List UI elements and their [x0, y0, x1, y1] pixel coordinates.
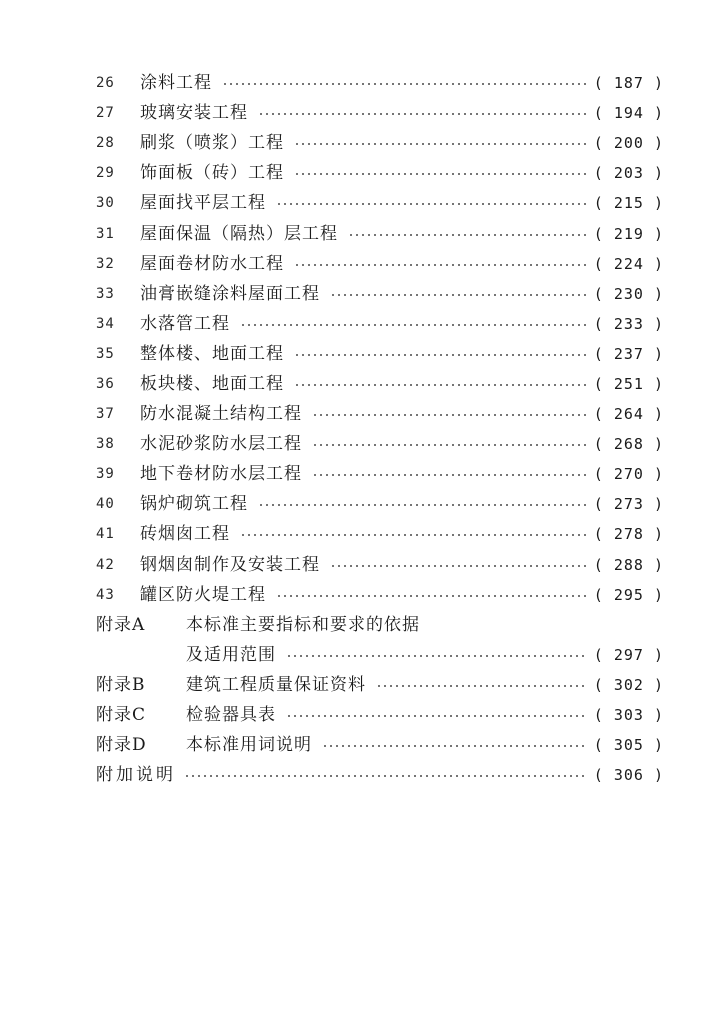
entry-title: 锅炉砌筑工程 [140, 494, 248, 515]
entry-number: 43 [96, 586, 115, 603]
entry-number: 42 [96, 556, 115, 573]
dot-leader [276, 203, 588, 205]
entry-title: 地下卷材防水层工程 [140, 464, 302, 485]
appendix-label: 附录A [96, 614, 146, 635]
entry-page: ( 264 ) [593, 405, 664, 424]
entry-title: 砖烟囱工程 [140, 524, 230, 545]
dot-leader [222, 83, 588, 85]
toc-entry[interactable] [96, 218, 664, 248]
dot-leader [312, 414, 588, 416]
entry-number: 30 [96, 195, 115, 212]
toc-appendix-d[interactable] [96, 730, 664, 760]
toc-entry[interactable] [96, 158, 664, 188]
entry-title: 防水混凝土结构工程 [140, 404, 302, 425]
table-of-contents [96, 68, 664, 790]
entry-title: 屋面卷材防水工程 [140, 253, 284, 274]
toc-appendix-a-continued[interactable] [96, 640, 664, 670]
entry-page: ( 230 ) [593, 284, 664, 303]
entry-number: 35 [96, 345, 115, 362]
entry-page: ( 203 ) [593, 164, 664, 183]
dot-leader [312, 474, 588, 476]
entry-number: 33 [96, 285, 115, 302]
dot-leader [312, 444, 588, 446]
toc-entry[interactable] [96, 519, 664, 549]
dot-leader [276, 595, 588, 597]
entry-page: ( 273 ) [593, 495, 664, 514]
toc-entry[interactable] [96, 188, 664, 218]
dot-leader [286, 715, 588, 717]
appendix-page: ( 303 ) [593, 706, 664, 725]
dot-leader [376, 685, 588, 687]
entry-page: ( 187 ) [593, 74, 664, 93]
entry-title: 刷浆（喷浆）工程 [140, 133, 284, 154]
entry-number: 27 [96, 105, 115, 122]
toc-entry[interactable] [96, 309, 664, 339]
dot-leader [258, 113, 588, 115]
entry-number: 37 [96, 406, 115, 423]
entry-title: 油膏嵌缝涂料屋面工程 [140, 283, 320, 304]
toc-entry[interactable] [96, 68, 664, 98]
toc-entry[interactable] [96, 128, 664, 158]
dot-leader [294, 354, 588, 356]
entry-page: ( 288 ) [593, 555, 664, 574]
entry-title: 整体楼、地面工程 [140, 343, 284, 364]
entry-page: ( 270 ) [593, 465, 664, 484]
appendix-title-line1: 本标准主要指标和要求的依据 [186, 614, 420, 635]
entry-page: ( 237 ) [593, 344, 664, 363]
toc-entry[interactable] [96, 550, 664, 580]
entry-page: ( 194 ) [593, 104, 664, 123]
dot-leader [322, 745, 588, 747]
appendix-label: 附录C [96, 705, 147, 726]
appendix-page: ( 297 ) [593, 645, 664, 664]
toc-appendix-b[interactable] [96, 670, 664, 700]
toc-entry[interactable] [96, 339, 664, 369]
dot-leader [184, 775, 588, 777]
dot-leader [330, 565, 588, 567]
toc-additional-notes[interactable] [96, 760, 664, 790]
dot-leader [240, 534, 588, 536]
entry-title: 钢烟囱制作及安装工程 [140, 554, 320, 575]
entry-page: ( 233 ) [593, 314, 664, 333]
toc-entry[interactable] [96, 429, 664, 459]
dot-leader [294, 173, 588, 175]
entry-page: ( 251 ) [593, 374, 664, 393]
entry-title: 水落管工程 [140, 313, 230, 334]
appendix-label: 附录B [96, 674, 146, 695]
toc-entry[interactable] [96, 249, 664, 279]
toc-entry[interactable] [96, 580, 664, 610]
additional-notes-page: ( 306 ) [593, 766, 664, 785]
entry-number: 26 [96, 75, 115, 92]
toc-appendix-c[interactable] [96, 700, 664, 730]
appendix-page: ( 302 ) [593, 675, 664, 694]
dot-leader [286, 655, 588, 657]
entry-page: ( 268 ) [593, 435, 664, 454]
entry-title: 屋面保温（隔热）层工程 [140, 223, 338, 244]
entry-page: ( 200 ) [593, 134, 664, 153]
toc-entry[interactable] [96, 279, 664, 309]
toc-entry[interactable] [96, 459, 664, 489]
appendix-page: ( 305 ) [593, 736, 664, 755]
entry-page: ( 215 ) [593, 194, 664, 213]
appendix-title: 建筑工程质量保证资料 [186, 674, 366, 695]
appendix-title: 本标准用词说明 [186, 735, 312, 756]
dot-leader [348, 234, 588, 236]
entry-number: 36 [96, 375, 115, 392]
dot-leader [330, 294, 588, 296]
toc-entry[interactable] [96, 489, 664, 519]
toc-appendix-a[interactable] [96, 610, 664, 640]
entry-number: 32 [96, 255, 115, 272]
dot-leader [294, 264, 588, 266]
entry-title: 涂料工程 [140, 73, 212, 94]
entry-number: 40 [96, 496, 115, 513]
entry-title: 屋面找平层工程 [140, 193, 266, 214]
toc-entry[interactable] [96, 369, 664, 399]
appendix-label: 附录D [96, 735, 147, 756]
entry-number: 41 [96, 526, 115, 543]
entry-title: 玻璃安装工程 [140, 103, 248, 124]
dot-leader [294, 143, 588, 145]
entry-number: 34 [96, 315, 115, 332]
entry-title: 板块楼、地面工程 [140, 373, 284, 394]
additional-notes-title: 附加说明 [96, 765, 176, 786]
entry-number: 29 [96, 165, 115, 182]
dot-leader [258, 504, 588, 506]
toc-entry[interactable] [96, 399, 664, 429]
entry-page: ( 224 ) [593, 254, 664, 273]
entry-page: ( 219 ) [593, 224, 664, 243]
dot-leader [240, 324, 588, 326]
entry-page: ( 278 ) [593, 525, 664, 544]
appendix-title: 检验器具表 [186, 705, 276, 726]
entry-number: 39 [96, 466, 115, 483]
entry-title: 饰面板（砖）工程 [140, 163, 284, 184]
entry-number: 28 [96, 135, 115, 152]
entry-title: 水泥砂浆防水层工程 [140, 434, 302, 455]
entry-page: ( 295 ) [593, 585, 664, 604]
dot-leader [294, 384, 588, 386]
entry-title: 罐区防火堤工程 [140, 584, 266, 605]
entry-number: 31 [96, 225, 115, 242]
appendix-title-line2: 及适用范围 [186, 644, 276, 665]
entry-number: 38 [96, 436, 115, 453]
toc-entry[interactable] [96, 98, 664, 128]
